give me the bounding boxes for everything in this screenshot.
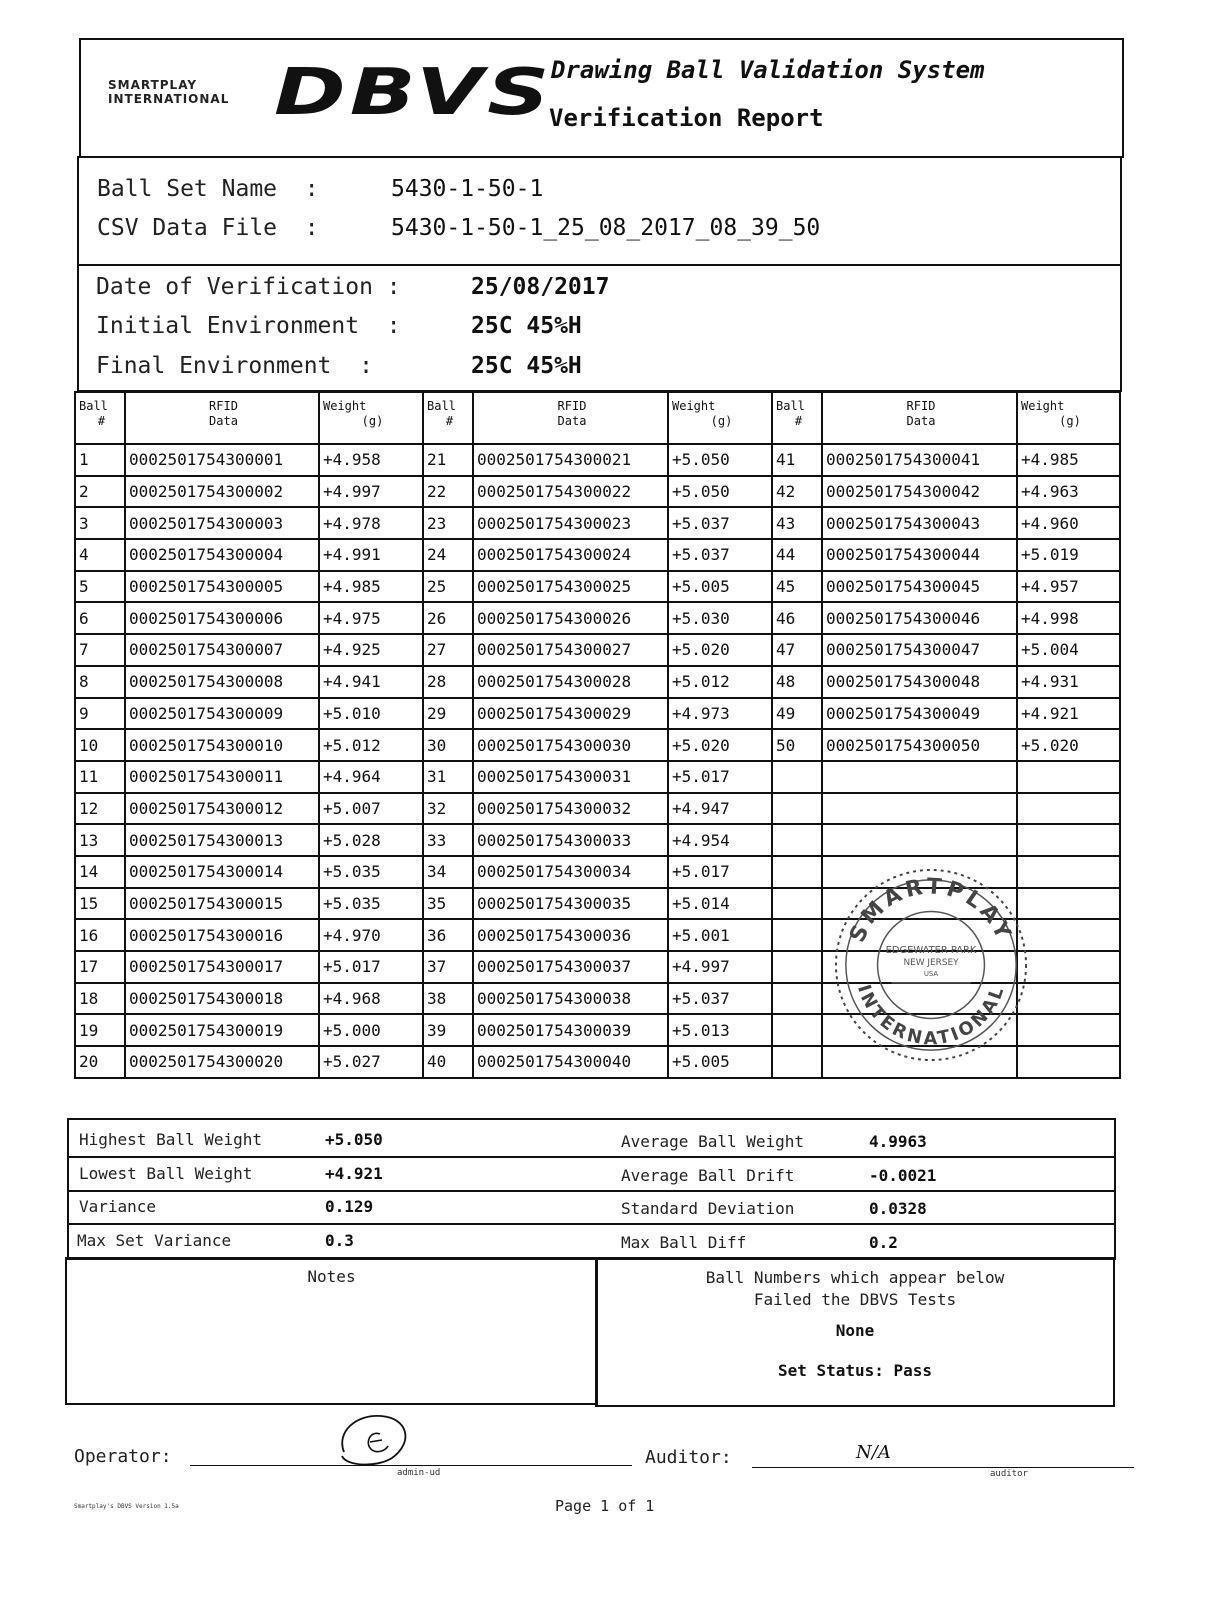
ball-number-cell: 22 (423, 476, 473, 508)
weight-cell: +5.010 (319, 698, 423, 730)
weight-cell: +5.028 (319, 824, 423, 856)
weight-cell: +5.035 (319, 888, 423, 920)
weight-cell: +4.957 (1017, 571, 1120, 603)
date-label: Date of Verification : (96, 274, 401, 300)
ball-number-cell: 39 (423, 1014, 473, 1046)
failed-balls-value: None (835, 1321, 875, 1340)
rfid-cell: 0002501754300044 (822, 539, 1017, 571)
ball-number-cell: 13 (75, 824, 125, 856)
weight-cell: +5.001 (668, 919, 772, 951)
rfid-cell: 0002501754300025 (473, 571, 668, 603)
ball-number-cell: 17 (75, 951, 125, 983)
rfid-cell: 0002501754300034 (473, 856, 668, 888)
weight-cell: +4.991 (319, 539, 423, 571)
column-header-line-2: # (445, 414, 454, 428)
rfid-cell: 0002501754300033 (473, 824, 668, 856)
statistics-summary (67, 1118, 1116, 1260)
rfid-cell: 0002501754300012 (125, 793, 319, 825)
rfid-cell: 0002501754300009 (125, 698, 319, 730)
weight-cell: +5.035 (319, 856, 423, 888)
lowest-weight-value: +4.921 (325, 1164, 383, 1183)
weight-cell: +5.000 (319, 1014, 423, 1046)
final-env-value: 25C 45%H (471, 353, 582, 379)
rfid-cell: 0002501754300013 (125, 824, 319, 856)
weight-cell: +5.020 (1017, 729, 1120, 761)
ball-set-value: 5430-1-50-1 (391, 176, 544, 202)
weight-cell (1017, 824, 1120, 856)
final-env-label: Final Environment : (96, 353, 373, 379)
rfid-cell: 0002501754300021 (473, 444, 668, 476)
stats-divider (69, 1223, 1114, 1225)
set-status: Set Status: Pass (777, 1361, 933, 1380)
average-weight-value: 4.9963 (869, 1132, 927, 1151)
weight-cell (1017, 761, 1120, 793)
weight-cell: +4.947 (668, 793, 772, 825)
rfid-cell: 0002501754300016 (125, 919, 319, 951)
ball-number-cell: 23 (423, 507, 473, 539)
table-row (75, 602, 1120, 634)
weight-cell: +5.037 (668, 539, 772, 571)
rfid-cell: 0002501754300038 (473, 983, 668, 1015)
ball-number-cell (772, 1046, 822, 1078)
rfid-cell: 0002501754300031 (473, 761, 668, 793)
weight-cell: +4.960 (1017, 507, 1120, 539)
column-header-line-2: Data (557, 414, 587, 428)
lowest-weight-label: Lowest Ball Weight (79, 1164, 253, 1183)
rfid-cell: 0002501754300001 (125, 444, 319, 476)
table-row (75, 666, 1120, 698)
ball-number-cell: 16 (75, 919, 125, 951)
weight-cell: +4.978 (319, 507, 423, 539)
ball-number-cell: 8 (75, 666, 125, 698)
weight-cell: +4.985 (1017, 444, 1120, 476)
weight-cell: +5.019 (1017, 539, 1120, 571)
column-header-line-2: # (97, 414, 106, 428)
ball-set-info (77, 156, 1122, 266)
table-row (75, 698, 1120, 730)
auditor-caption: auditor (990, 1469, 1028, 1479)
ball-number-cell: 20 (75, 1046, 125, 1078)
weight-cell: +5.005 (668, 571, 772, 603)
weight-cell (1017, 1046, 1120, 1078)
column-header-line-2: Data (209, 414, 238, 428)
ball-number-cell: 45 (772, 571, 822, 603)
weight-cell: +4.997 (319, 476, 423, 508)
weight-cell: +5.012 (319, 729, 423, 761)
ball-number-cell: 50 (772, 729, 822, 761)
operator-signature (336, 1412, 416, 1470)
ball-number-cell: 28 (423, 666, 473, 698)
ball-number-cell: 21 (423, 444, 473, 476)
table-row (75, 824, 1120, 856)
column-header-line-1: RFID (557, 399, 587, 413)
failed-balls-box (595, 1257, 1115, 1407)
ball-number-cell: 14 (75, 856, 125, 888)
stamp-bottom-text: INTERNATIONAL (853, 981, 1010, 1050)
stamp-center-line-2: NEW JERSEY (903, 958, 959, 968)
table-row (75, 507, 1120, 539)
failed-heading-line-1: Ball Numbers which appear below (705, 1268, 1005, 1287)
ball-number-cell (772, 761, 822, 793)
date-value: 25/08/2017 (471, 274, 610, 300)
rfid-cell: 0002501754300035 (473, 888, 668, 920)
ball-number-cell: 40 (423, 1046, 473, 1078)
rfid-cell: 0002501754300036 (473, 919, 668, 951)
highest-weight-label: Highest Ball Weight (79, 1130, 263, 1149)
weight-cell: +5.013 (668, 1014, 772, 1046)
table-row (75, 571, 1120, 603)
table-row (75, 539, 1120, 571)
rfid-cell: 0002501754300023 (473, 507, 668, 539)
variance-value: 0.129 (325, 1197, 374, 1216)
column-header (423, 392, 473, 444)
ball-number-cell (772, 856, 822, 888)
rfid-cell: 0002501754300010 (125, 729, 319, 761)
rfid-cell: 0002501754300037 (473, 951, 668, 983)
logo-company-name (108, 78, 229, 106)
max-ball-diff-label: Max Ball Diff (621, 1233, 747, 1252)
weight-cell: +5.027 (319, 1046, 423, 1078)
weight-cell: +5.037 (668, 507, 772, 539)
table-header-row (75, 392, 1120, 444)
notes-title: Notes (307, 1267, 356, 1286)
rfid-cell: 0002501754300039 (473, 1014, 668, 1046)
variance-label: Variance (79, 1197, 157, 1216)
rfid-cell: 0002501754300043 (822, 507, 1017, 539)
weight-cell (1017, 1014, 1120, 1046)
ball-number-cell: 15 (75, 888, 125, 920)
weight-cell: +4.954 (668, 824, 772, 856)
ball-number-cell: 48 (772, 666, 822, 698)
weight-cell: +4.975 (319, 602, 423, 634)
notes-box (65, 1257, 598, 1405)
weight-cell: +5.007 (319, 793, 423, 825)
rfid-cell (822, 824, 1017, 856)
column-header-line-2: (g) (361, 414, 384, 428)
ball-number-cell (772, 919, 822, 951)
auditor-signature-line (752, 1467, 1134, 1468)
rfid-cell: 0002501754300004 (125, 539, 319, 571)
rfid-cell: 0002501754300019 (125, 1014, 319, 1046)
rfid-cell: 0002501754300026 (473, 602, 668, 634)
column-header (822, 392, 1017, 444)
operator-caption: admin-ud (397, 1468, 441, 1478)
rfid-cell (822, 761, 1017, 793)
ball-number-cell: 25 (423, 571, 473, 603)
weight-cell: +5.017 (668, 761, 772, 793)
weight-cell: +5.037 (668, 983, 772, 1015)
auditor-label: Auditor: (645, 1447, 732, 1468)
ball-number-cell: 27 (423, 634, 473, 666)
weight-cell: +5.017 (668, 856, 772, 888)
weight-cell: +4.970 (319, 919, 423, 951)
weight-cell: +4.963 (1017, 476, 1120, 508)
stats-divider (69, 1156, 1114, 1158)
weight-cell: +4.931 (1017, 666, 1120, 698)
rfid-cell: 0002501754300048 (822, 666, 1017, 698)
ball-number-cell: 7 (75, 634, 125, 666)
rfid-cell: 0002501754300017 (125, 951, 319, 983)
ball-number-cell: 34 (423, 856, 473, 888)
weight-cell: +5.020 (668, 729, 772, 761)
ball-number-cell: 35 (423, 888, 473, 920)
report-title: Drawing Ball Validation System (551, 56, 985, 84)
weight-cell: +4.997 (668, 951, 772, 983)
stamp-center-line-1: EDGEWATER PARK (885, 945, 977, 957)
operator-label: Operator: (74, 1446, 172, 1467)
ball-number-cell: 44 (772, 539, 822, 571)
logo-line-2: INTERNATIONAL (108, 92, 230, 106)
ball-number-cell: 47 (772, 634, 822, 666)
ball-number-cell (772, 1014, 822, 1046)
ball-number-cell: 41 (772, 444, 822, 476)
ball-number-cell: 4 (75, 539, 125, 571)
environment-info (77, 264, 1122, 392)
logo-dbvs-text: DBVS (274, 56, 554, 130)
weight-cell: +4.964 (319, 761, 423, 793)
weight-cell: +5.050 (668, 444, 772, 476)
rfid-cell: 0002501754300030 (473, 729, 668, 761)
column-header-line-2: (g) (710, 414, 733, 428)
logo-line-1: SMARTPLAY (108, 78, 198, 92)
ball-number-cell: 19 (75, 1014, 125, 1046)
column-header (668, 392, 772, 444)
rfid-cell: 0002501754300006 (125, 602, 319, 634)
ball-number-cell (772, 888, 822, 920)
rfid-cell: 0002501754300005 (125, 571, 319, 603)
rfid-cell: 0002501754300011 (125, 761, 319, 793)
ball-number-cell: 9 (75, 698, 125, 730)
average-drift-label: Average Ball Drift (621, 1166, 795, 1185)
rfid-cell: 0002501754300008 (125, 666, 319, 698)
ball-number-cell: 46 (772, 602, 822, 634)
stamp-top-text: SMARTPLAY (845, 874, 1017, 947)
ball-number-cell: 31 (423, 761, 473, 793)
column-header-line-1: Weight (1021, 399, 1065, 413)
weight-cell (1017, 793, 1120, 825)
rfid-cell: 0002501754300015 (125, 888, 319, 920)
table-row (75, 634, 1120, 666)
ball-number-cell: 5 (75, 571, 125, 603)
rfid-cell: 0002501754300032 (473, 793, 668, 825)
rfid-cell (822, 793, 1017, 825)
software-version: Smartplay's DBVS Version 1.5a (74, 1503, 179, 1510)
dbvs-logo (108, 56, 554, 130)
table-row (75, 729, 1120, 761)
max-set-variance-label: Max Set Variance (77, 1231, 232, 1250)
ball-number-cell: 6 (75, 602, 125, 634)
column-header-line-1: Weight (672, 399, 716, 413)
rfid-cell: 0002501754300007 (125, 634, 319, 666)
ball-number-cell: 30 (423, 729, 473, 761)
weight-cell: +4.968 (319, 983, 423, 1015)
weight-cell: +5.005 (668, 1046, 772, 1078)
ball-number-cell: 26 (423, 602, 473, 634)
company-seal-stamp (832, 866, 1030, 1064)
weight-cell: +5.050 (668, 476, 772, 508)
rfid-cell: 0002501754300018 (125, 983, 319, 1015)
csv-file-value: 5430-1-50-1_25_08_2017_08_39_50 (391, 215, 821, 241)
table-row (75, 476, 1120, 508)
weight-cell: +5.017 (319, 951, 423, 983)
weight-cell: +4.925 (319, 634, 423, 666)
column-header-line-2: Data (906, 414, 936, 428)
ball-number-cell: 29 (423, 698, 473, 730)
ball-number-cell: 32 (423, 793, 473, 825)
column-header-line-1: RFID (906, 399, 936, 413)
weight-cell: +4.958 (319, 444, 423, 476)
weight-cell (1017, 888, 1120, 920)
page-number: Page 1 of 1 (555, 1497, 655, 1515)
ball-number-cell: 24 (423, 539, 473, 571)
average-drift-value: -0.0021 (869, 1166, 937, 1185)
column-header (473, 392, 668, 444)
initial-env-label: Initial Environment : (96, 313, 401, 339)
weight-cell: +4.998 (1017, 602, 1120, 634)
std-deviation-label: Standard Deviation (621, 1199, 795, 1218)
rfid-cell: 0002501754300029 (473, 698, 668, 730)
weight-cell: +5.014 (668, 888, 772, 920)
stamp-center-line-3: USA (923, 969, 939, 978)
table-row (75, 444, 1120, 476)
ball-number-cell: 1 (75, 444, 125, 476)
csv-file-label: CSV Data File : (97, 215, 319, 241)
max-ball-diff-value: 0.2 (869, 1233, 898, 1252)
column-header (75, 392, 125, 444)
rfid-cell: 0002501754300049 (822, 698, 1017, 730)
highest-weight-value: +5.050 (325, 1130, 383, 1149)
std-deviation-value: 0.0328 (869, 1199, 927, 1218)
stats-divider (69, 1190, 1114, 1192)
max-set-variance-value: 0.3 (325, 1231, 354, 1250)
rfid-cell: 0002501754300040 (473, 1046, 668, 1078)
rfid-cell: 0002501754300045 (822, 571, 1017, 603)
column-header-line-1: Ball (776, 399, 805, 413)
ball-number-cell (772, 983, 822, 1015)
column-header-line-2: (g) (1059, 414, 1081, 428)
rfid-cell: 0002501754300027 (473, 634, 668, 666)
initial-env-value: 25C 45%H (471, 313, 582, 339)
rfid-cell: 0002501754300002 (125, 476, 319, 508)
weight-cell (1017, 919, 1120, 951)
ball-number-cell: 38 (423, 983, 473, 1015)
weight-cell: +5.030 (668, 602, 772, 634)
rfid-cell: 0002501754300047 (822, 634, 1017, 666)
ball-number-cell: 10 (75, 729, 125, 761)
weight-cell (1017, 856, 1120, 888)
column-header-line-2: # (794, 414, 803, 428)
column-header (319, 392, 423, 444)
rfid-cell: 0002501754300028 (473, 666, 668, 698)
column-header-line-1: Ball (79, 399, 108, 413)
weight-cell: +4.921 (1017, 698, 1120, 730)
rfid-cell: 0002501754300046 (822, 602, 1017, 634)
auditor-handwritten-value: N/A (856, 1442, 891, 1463)
column-header (125, 392, 319, 444)
rfid-cell: 0002501754300050 (822, 729, 1017, 761)
ball-number-cell: 3 (75, 507, 125, 539)
rfid-cell: 0002501754300020 (125, 1046, 319, 1078)
ball-number-cell: 36 (423, 919, 473, 951)
ball-number-cell (772, 824, 822, 856)
weight-cell: +5.004 (1017, 634, 1120, 666)
column-header (772, 392, 822, 444)
rfid-cell: 0002501754300024 (473, 539, 668, 571)
ball-number-cell: 37 (423, 951, 473, 983)
report-subtitle: Verification Report (549, 104, 824, 132)
weight-cell (1017, 983, 1120, 1015)
ball-number-cell (772, 951, 822, 983)
ball-number-cell: 18 (75, 983, 125, 1015)
ball-number-cell: 33 (423, 824, 473, 856)
column-header-line-1: RFID (209, 399, 238, 413)
weight-cell (1017, 951, 1120, 983)
table-row (75, 761, 1120, 793)
ball-number-cell (772, 793, 822, 825)
ball-set-label: Ball Set Name : (97, 176, 319, 202)
ball-number-cell: 12 (75, 793, 125, 825)
failed-heading-line-2: Failed the DBVS Tests (753, 1290, 957, 1309)
ball-number-cell: 42 (772, 476, 822, 508)
weight-cell: +4.985 (319, 571, 423, 603)
ball-number-cell: 49 (772, 698, 822, 730)
ball-number-cell: 2 (75, 476, 125, 508)
weight-cell: +5.020 (668, 634, 772, 666)
rfid-cell: 0002501754300042 (822, 476, 1017, 508)
average-weight-label: Average Ball Weight (621, 1132, 805, 1151)
weight-cell: +4.973 (668, 698, 772, 730)
rfid-cell: 0002501754300003 (125, 507, 319, 539)
column-header-line-1: Ball (427, 399, 456, 413)
rfid-cell: 0002501754300014 (125, 856, 319, 888)
ball-number-cell: 43 (772, 507, 822, 539)
rfid-cell: 0002501754300022 (473, 476, 668, 508)
column-header (1017, 392, 1120, 444)
ball-number-cell: 11 (75, 761, 125, 793)
weight-cell: +4.941 (319, 666, 423, 698)
column-header-line-1: Weight (323, 399, 367, 413)
table-row (75, 793, 1120, 825)
weight-cell: +5.012 (668, 666, 772, 698)
rfid-cell: 0002501754300041 (822, 444, 1017, 476)
